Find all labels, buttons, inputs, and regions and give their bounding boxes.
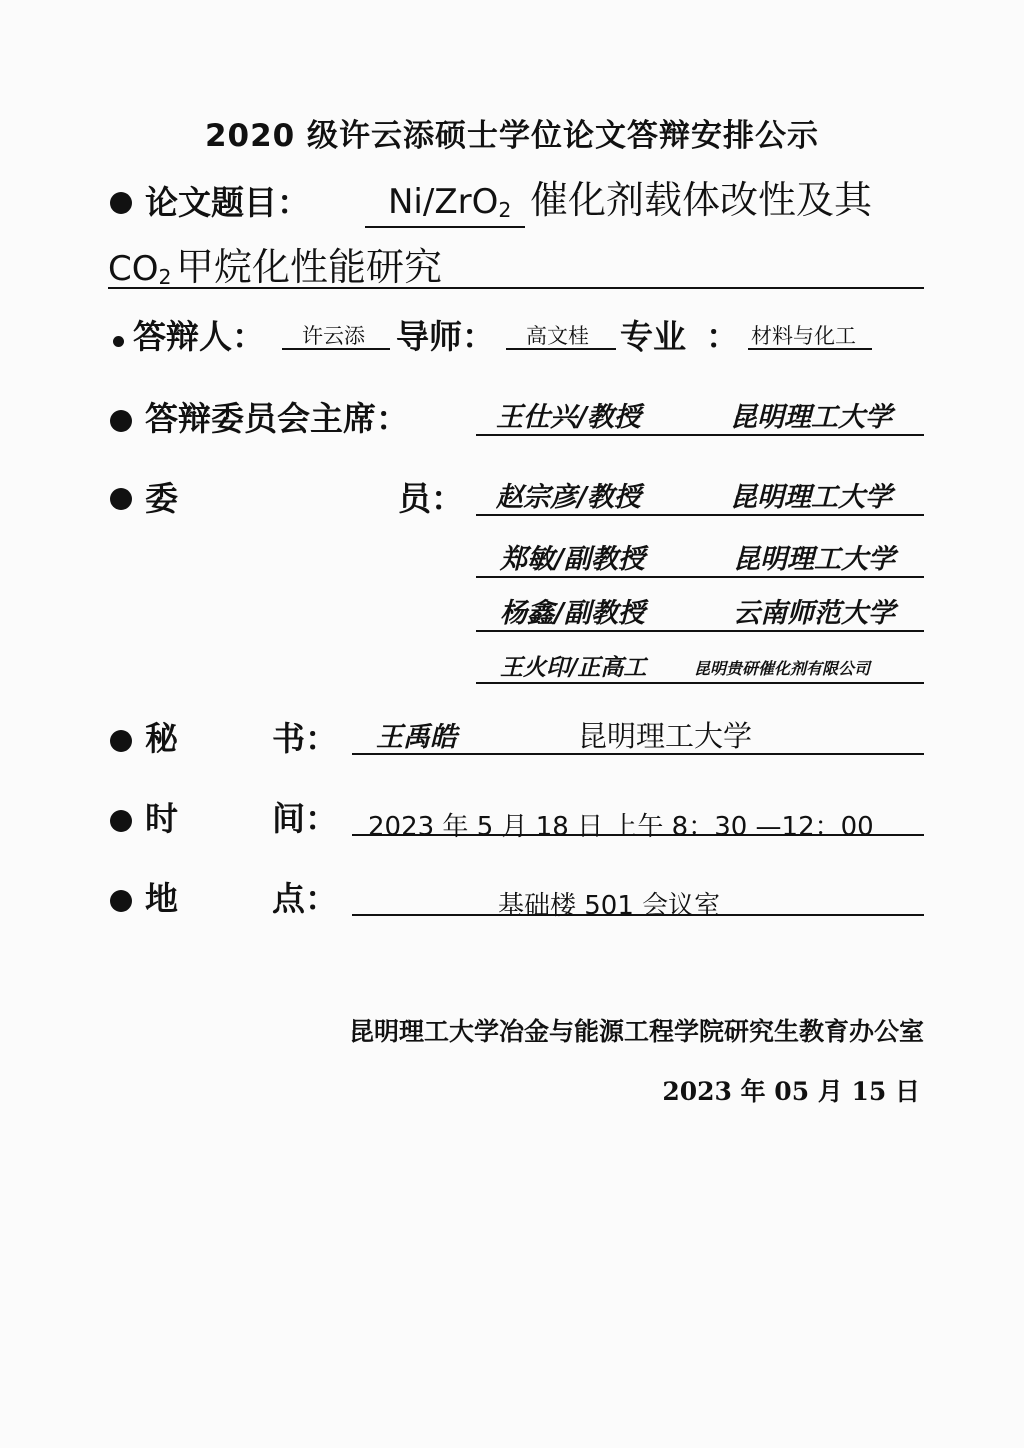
advisor-label: 导师： [396,317,495,356]
issue-date: 2023 年 05 月 15 日 [662,1077,920,1106]
thesis-formula: Ni/ZrO$_2$ [388,182,512,223]
member-org: 昆明理工大学 [730,482,892,513]
chair-label: 答辩委员会主席： [145,399,409,438]
time-value: 2023 年 5 月 18 日 上午 8：30 —12：00 [368,812,874,842]
bullet-icon [110,192,132,214]
place-label-1: 地 [145,879,178,918]
advisor-underline [506,348,616,350]
bullet-icon [110,410,132,432]
time-label-1: 时 [145,799,178,838]
members-label-2: 员： [398,479,464,518]
secretary-name: 王禹皓 [376,722,457,753]
member-org: 昆明理工大学 [733,544,895,575]
thesis-underline-1 [365,226,525,228]
candidate-label: 答辩人： [133,317,265,356]
member-name: 王火印/正高工 [500,654,647,681]
member-underline [476,514,924,516]
secretary-underline [352,753,924,755]
chair-org: 昆明理工大学 [730,402,892,433]
place-label-2: 点： [272,879,338,918]
thesis-label: 论文题目： [145,183,310,222]
member-underline [476,630,924,632]
issuing-office: 昆明理工大学冶金与能源工程学院研究生教育办公室 [348,1017,924,1046]
bullet-icon [110,890,132,912]
member-name: 杨鑫/副教授 [500,598,645,629]
member-name: 赵宗彦/教授 [496,482,641,513]
member-name: 郑敏/副教授 [500,544,645,575]
thesis-line2-formula: $CO_2$ [108,249,172,290]
page-title: 2020 级许云添硕士学位论文答辩安排公示 [204,118,820,154]
advisor-name: 高文桂 [526,324,589,348]
major-value: 材料与化工 [751,324,856,348]
bullet-icon [110,488,132,510]
secretary-org: 昆明理工大学 [578,719,753,753]
member-org: 昆明贵研催化剂有限公司 [694,659,871,678]
member-underline [476,576,924,578]
member-org: 云南师范大学 [733,598,895,629]
thesis-line2: 甲烷化性能研究 [176,245,443,289]
bullet-icon [110,810,132,832]
time-label-2: 间： [272,799,338,838]
place-value: 基础楼 501 会议室 [498,891,721,921]
secretary-label-1: 秘 [145,719,178,758]
bullet-icon [113,336,124,347]
major-label: 专业 [620,317,686,356]
candidate-underline [282,348,390,350]
thesis-line1: 催化剂载体改性及其 [530,178,873,222]
major-underline [748,348,872,350]
major-colon: ： [706,317,739,356]
members-label-1: 委 [145,479,178,518]
chair-underline [476,434,924,436]
candidate-name: 许云添 [302,324,365,348]
bullet-icon [110,730,132,752]
chair-name: 王仕兴/教授 [496,402,641,433]
member-underline [476,682,924,684]
secretary-label-2: 书： [272,719,338,758]
